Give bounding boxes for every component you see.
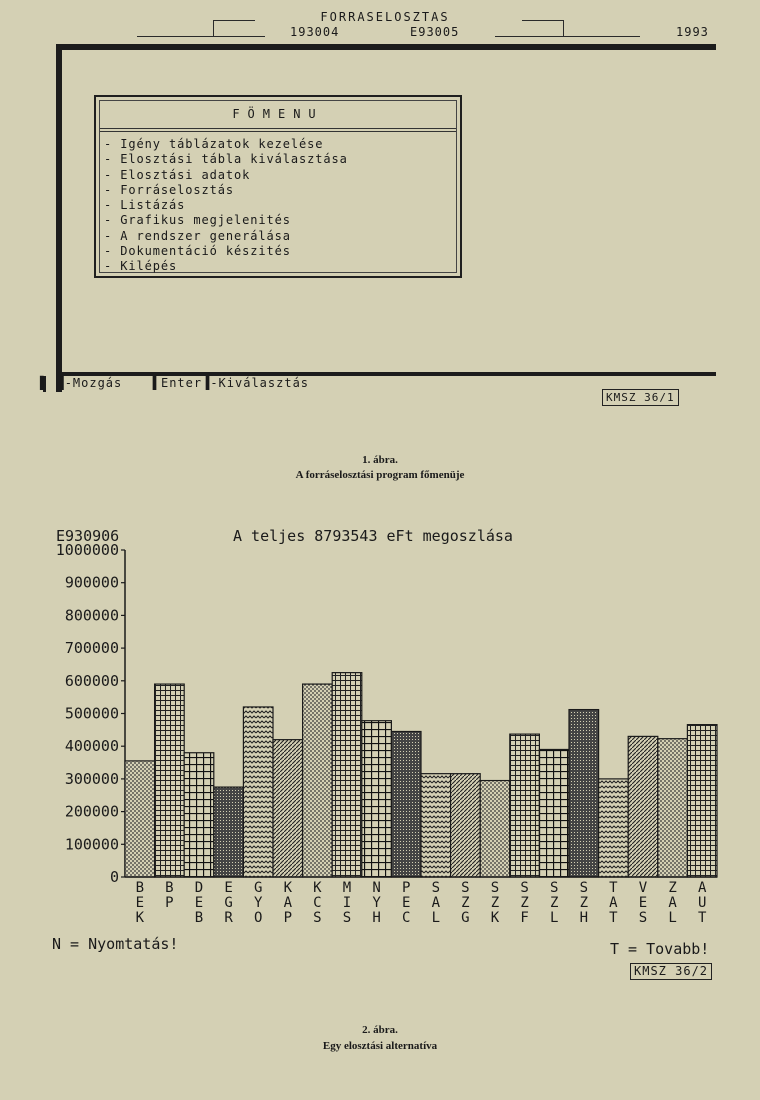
y-axis bbox=[56, 541, 125, 886]
y-tick-label: 200000 bbox=[64, 802, 119, 821]
main-menu-separator bbox=[100, 128, 456, 132]
menu-item-graphics[interactable]: - Grafikus megjelenités bbox=[104, 213, 291, 228]
bar-chart bbox=[0, 540, 760, 940]
chart-title: A teljes 8793543 eFt megoszlása bbox=[233, 527, 513, 545]
menu-item-generate-system[interactable]: - A rendszer generálása bbox=[104, 228, 291, 243]
figure1-caption-number: 1. ábra. bbox=[362, 454, 398, 466]
x-tick-label: S Z K bbox=[490, 880, 500, 926]
bar-gyo bbox=[243, 707, 273, 877]
screen-frame-top bbox=[56, 44, 716, 50]
header-notch-left bbox=[213, 20, 255, 21]
x-tick-label: K C S bbox=[313, 880, 322, 926]
menu-item-listing[interactable]: - Listázás bbox=[104, 198, 186, 213]
bar-szl bbox=[539, 749, 569, 877]
bar-szg bbox=[451, 774, 481, 877]
bar-sal bbox=[421, 774, 451, 877]
y-tick-label: 700000 bbox=[64, 639, 119, 658]
plate-id-1: KMSZ 36/1 bbox=[602, 389, 679, 406]
status-enter-key: ▌ bbox=[152, 376, 161, 390]
y-tick-label: 0 bbox=[109, 868, 119, 886]
bar-szf bbox=[510, 734, 540, 877]
y-tick-label: 800000 bbox=[64, 606, 119, 625]
bar-szh bbox=[569, 710, 599, 877]
x-tick-label: K A P bbox=[283, 880, 293, 926]
bar-ves bbox=[628, 736, 658, 877]
status-move-hint: -Mozgás bbox=[64, 376, 123, 390]
x-tick-label: S Z H bbox=[579, 880, 589, 926]
y-tick-label: 100000 bbox=[64, 835, 119, 854]
bar-bp bbox=[155, 684, 185, 877]
status-bar bbox=[40, 376, 309, 390]
plate-id-2: KMSZ 36/2 bbox=[630, 963, 712, 980]
bar-nyh bbox=[362, 721, 392, 877]
x-tick-label: Z A L bbox=[668, 880, 677, 926]
header-rule-right bbox=[495, 36, 640, 37]
header-notch-right-post bbox=[563, 20, 564, 37]
bar-bek bbox=[125, 761, 155, 877]
bar-pec bbox=[391, 731, 421, 877]
header-notch-right bbox=[522, 20, 564, 21]
y-tick-label: 400000 bbox=[64, 737, 119, 756]
menu-item-exit[interactable]: - Kilépés bbox=[104, 259, 178, 274]
x-tick-label: P E C bbox=[401, 880, 411, 926]
enter-key-icon: ▐ bbox=[202, 376, 211, 390]
bar-szk bbox=[480, 781, 510, 877]
x-tick-label: D E B bbox=[194, 880, 204, 926]
status-select-hint: -Kiválasztás bbox=[210, 376, 310, 390]
x-tick-label: N Y H bbox=[372, 880, 381, 926]
bar-kcs bbox=[303, 684, 333, 877]
menu-item-documentation[interactable]: - Dokumentáció készités bbox=[104, 244, 291, 259]
bar-kap bbox=[273, 740, 303, 877]
x-tick-label: S Z L bbox=[549, 880, 559, 926]
menu-item-select-table[interactable]: - Elosztási tábla kiválasztása bbox=[104, 152, 348, 167]
x-tick-label: B E K bbox=[135, 880, 145, 926]
x-tick-label: M I S bbox=[342, 880, 352, 926]
screen-code-right: E93005 bbox=[410, 25, 460, 39]
x-tick-label: T A T bbox=[609, 880, 618, 926]
screen-title: FORRASELOSZTAS bbox=[320, 10, 450, 24]
y-tick-label: 1000000 bbox=[55, 541, 119, 559]
header-rule-left bbox=[137, 36, 265, 37]
next-hint: T = Tovabb! bbox=[610, 940, 710, 958]
main-menu-box bbox=[94, 95, 462, 278]
menu-item-resource-allocation[interactable]: - Forráselosztás bbox=[104, 182, 234, 197]
y-tick-label: 600000 bbox=[64, 671, 119, 690]
bar-series bbox=[125, 673, 717, 877]
figure1-caption-text: A forráselosztási program főmenüje bbox=[295, 469, 465, 481]
main-menu-title: FÖMENU bbox=[232, 107, 324, 121]
menu-item-allocation-data[interactable]: - Elosztási adatok bbox=[104, 167, 251, 182]
x-tick-label: G Y O bbox=[253, 880, 263, 926]
main-menu-list bbox=[104, 137, 348, 275]
bar-aut bbox=[687, 725, 717, 877]
x-tick-label: S A L bbox=[431, 880, 441, 926]
bar-egr bbox=[214, 787, 244, 877]
figure2-caption-text: Egy elosztási alternatíva bbox=[322, 1040, 438, 1052]
bar-deb bbox=[184, 753, 214, 877]
y-tick-label: 500000 bbox=[64, 704, 119, 723]
x-tick-label: E G R bbox=[224, 880, 233, 926]
y-tick-label: 300000 bbox=[64, 769, 119, 788]
screen-frame-left bbox=[56, 44, 62, 392]
chart-id: E930906 bbox=[56, 527, 120, 545]
x-tick-label: V E S bbox=[638, 880, 648, 926]
x-tick-label: B P bbox=[165, 880, 174, 911]
header-notch-left-post bbox=[213, 20, 214, 37]
bar-zal bbox=[658, 739, 688, 877]
x-tick-label: S Z G bbox=[461, 880, 470, 926]
screen-code-left: 193004 bbox=[290, 25, 340, 39]
status-enter-label: Enter bbox=[160, 376, 203, 390]
screen-year: 1993 bbox=[676, 25, 709, 39]
bar-tat bbox=[599, 779, 629, 877]
print-hint: N = Nyomtatás! bbox=[52, 935, 179, 953]
menu-item-requests[interactable]: - Igény táblázatok kezelése bbox=[104, 137, 324, 151]
arrow-keys-icon: ▌ ▐ bbox=[40, 376, 65, 390]
x-tick-label: S Z F bbox=[520, 880, 529, 926]
figure2-caption-number: 2. ábra. bbox=[362, 1024, 398, 1036]
bar-mis bbox=[332, 673, 362, 877]
y-tick-label: 900000 bbox=[64, 573, 119, 592]
x-axis bbox=[125, 877, 717, 926]
x-tick-label: A U T bbox=[697, 880, 707, 926]
